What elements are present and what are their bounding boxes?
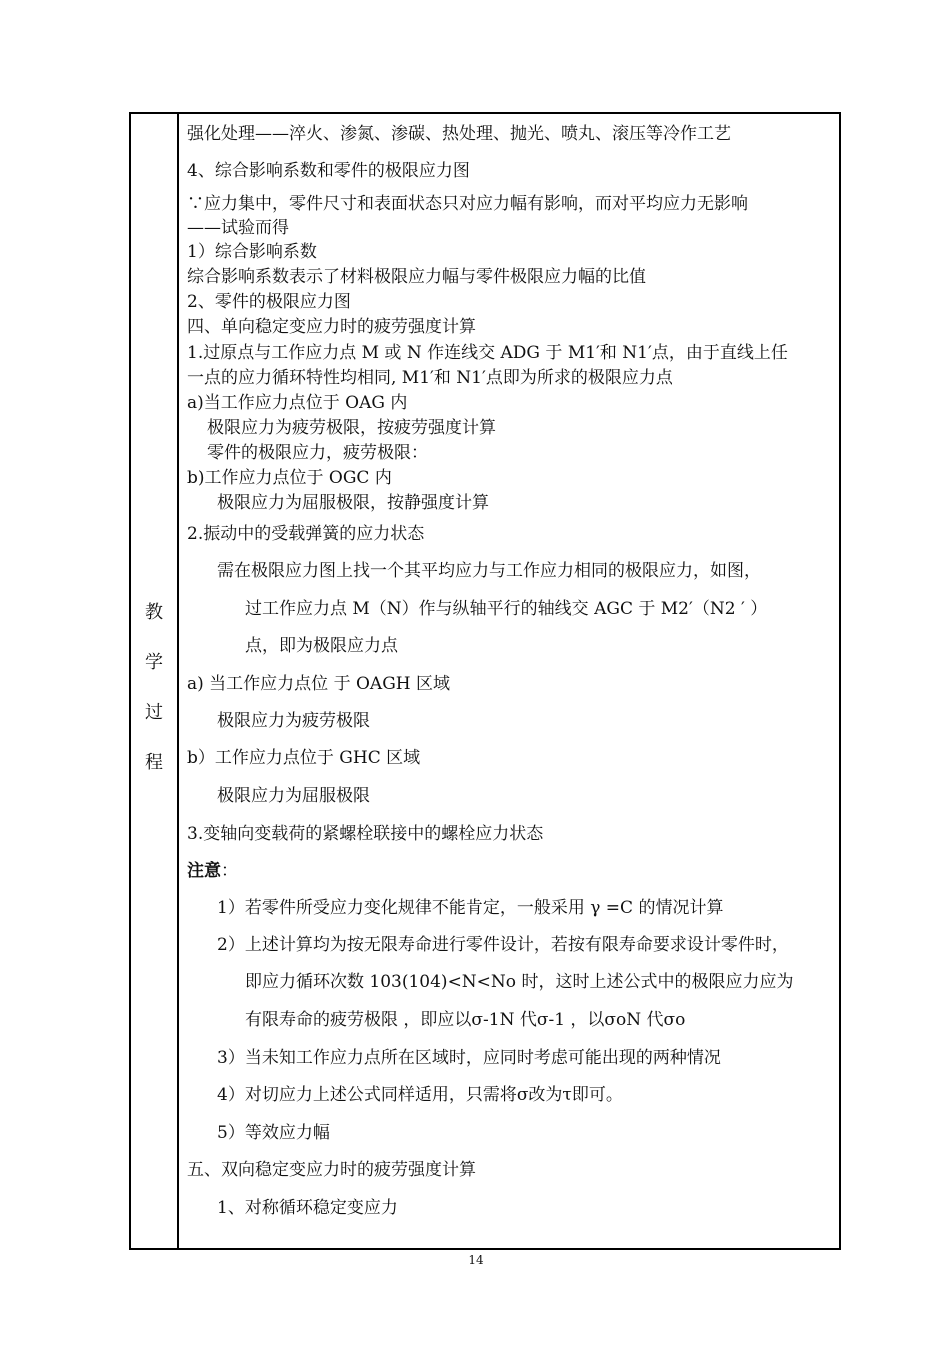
text-line: 2.振动中的受载弹簧的应力状态 bbox=[187, 524, 425, 544]
text-line: 5）等效应力幅 bbox=[217, 1123, 330, 1143]
text-line: 极限应力为疲劳极限 bbox=[217, 711, 370, 731]
text-line: 3.变轴向变载荷的紧螺栓联接中的螺栓应力状态 bbox=[187, 824, 544, 844]
section-heading: 四、单向稳定变应力时的疲劳强度计算 bbox=[187, 317, 476, 337]
text-line: 零件的极限应力，疲劳极限： bbox=[207, 443, 428, 463]
side-label-char-4: 程 bbox=[145, 752, 163, 773]
text-line: 点，即为极限应力点 bbox=[245, 636, 398, 656]
text-line: ——试验而得 bbox=[187, 218, 289, 238]
text-line: 一点的应力循环特性均相同, M1′和 N1′点即为所求的极限应力点 bbox=[187, 368, 673, 388]
text-line: 强化处理——淬火、渗氮、渗碳、热处理、抛光、喷丸、滚压等冷作工艺 bbox=[187, 124, 731, 144]
text-line: 极限应力为疲劳极限，按疲劳强度计算 bbox=[207, 418, 496, 438]
text-line: 综合影响系数表示了材料极限应力幅与零件极限应力幅的比值 bbox=[187, 267, 646, 287]
side-label-char-1: 教 bbox=[145, 602, 163, 623]
text-line: 4、综合影响系数和零件的极限应力图 bbox=[187, 161, 470, 181]
text-line: 1、对称循环稳定变应力 bbox=[217, 1198, 398, 1218]
text-line: a)当工作应力点位于 OAG 内 bbox=[187, 393, 408, 413]
section-heading: 五、双向稳定变应力时的疲劳强度计算 bbox=[187, 1160, 476, 1180]
note-label: 注意 bbox=[187, 861, 221, 881]
side-label-char-2: 学 bbox=[145, 652, 163, 673]
text-line: 极限应力为屈服极限，按静强度计算 bbox=[217, 493, 489, 513]
text-line: 1.过原点与工作应力点 M 或 N 作连线交 ADG 于 M1′和 N1′点，由于直线上任 bbox=[187, 343, 788, 363]
text-line: 2）上述计算均为按无限寿命进行零件设计，若按有限寿命要求设计零件时， bbox=[217, 935, 789, 955]
text-line: 极限应力为屈服极限 bbox=[217, 786, 370, 806]
page-number: 14 bbox=[468, 1253, 484, 1267]
text-line: 1）综合影响系数 bbox=[187, 242, 317, 262]
side-label-char-3: 过 bbox=[145, 702, 163, 723]
text-line: 3）当未知工作应力点所在区域时，应同时考虑可能出现的两种情况 bbox=[217, 1048, 721, 1068]
text-line: b)工作应力点位于 OGC 内 bbox=[187, 468, 392, 488]
text-line: ∵应力集中，零件尺寸和表面状态只对应力幅有影响，而对平均应力无影响 bbox=[187, 194, 748, 214]
text-line: 2、零件的极限应力图 bbox=[187, 292, 351, 312]
note-heading bbox=[187, 861, 238, 881]
text-line: 4）对切应力上述公式同样适用，只需将σ改为τ即可。 bbox=[217, 1085, 623, 1105]
text-line: 过工作应力点 M（N）作与纵轴平行的轴线交 AGC 于 M2′（N2 ′ ） bbox=[245, 599, 768, 619]
text-line: 有限寿命的疲劳极限 ，即应以σ-1N 代σ-1 ，以σoN 代σo bbox=[245, 1010, 686, 1030]
text-line: a) 当工作应力点位 于 OAGH 区域 bbox=[187, 674, 451, 694]
column-divider bbox=[177, 114, 179, 1248]
content-table bbox=[129, 112, 841, 1250]
note-colon: ： bbox=[221, 861, 238, 881]
text-line: 1）若零件所受应力变化规律不能肯定，一般采用 γ =C 的情况计算 bbox=[217, 898, 724, 918]
text-line: 需在极限应力图上找一个其平均应力与工作应力相同的极限应力，如图， bbox=[217, 561, 761, 581]
text-line: 即应力循环次数 103(104)<N<No 时，这时上述公式中的极限应力应为 bbox=[245, 972, 794, 992]
text-line: b）工作应力点位于 GHC 区域 bbox=[187, 748, 421, 768]
